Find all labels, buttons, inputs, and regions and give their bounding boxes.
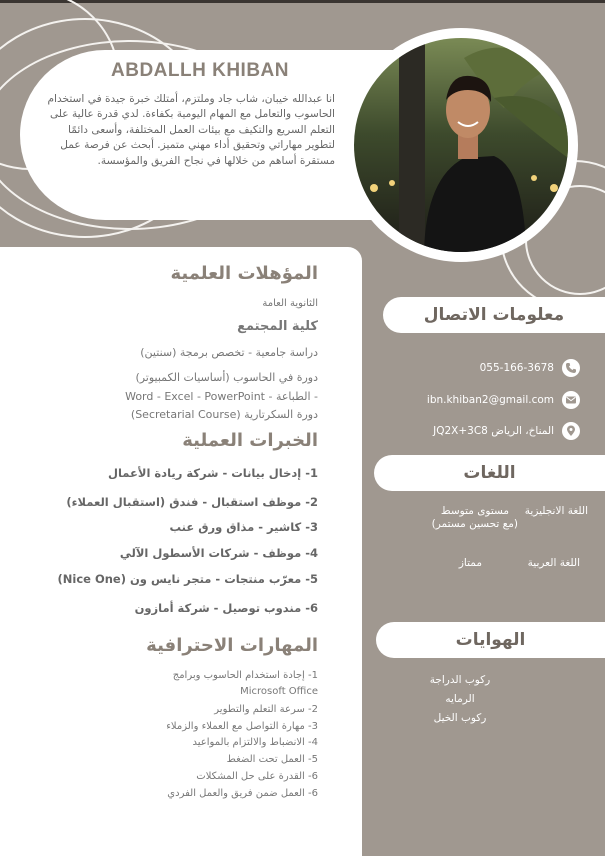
education-item: دورة السكرتارية (Secretarial Course) — [130, 408, 318, 421]
hobbies-title: الهوايات — [376, 622, 605, 658]
language-level: ممتاز — [458, 557, 482, 569]
experience-item: 2- موظف استقبال - فندق (استقبال العملاء) — [66, 495, 318, 509]
top-bar — [0, 0, 605, 3]
education-item: - الطباعة - Word - Excel - PowerPoint — [125, 390, 318, 403]
language-name: اللغة العربية — [527, 557, 580, 569]
skill-item: 3- مهارة التواصل مع العملاء والزملاء — [166, 721, 318, 732]
experience-item: 5- معرّب منتجات - متجر نايس ون (Nice One) — [57, 572, 318, 586]
profile-photo — [354, 38, 568, 252]
language-note: (مع تحسين مستمر) — [431, 518, 518, 530]
address-text: JQ2X+3C8 المناخ، الرياض — [433, 425, 554, 437]
skill-item: 1- إجادة استخدام الحاسوب وبرامج — [172, 670, 318, 681]
skills-title: المهارات الاحترافية — [146, 635, 318, 656]
experience-item: 4- موظف - شركات الأسطول الآلي — [119, 546, 318, 560]
languages-title: اللغات — [374, 455, 605, 491]
language-name: اللغة الانجليزية — [524, 505, 588, 517]
hobby-item: الرمايه — [445, 693, 475, 705]
language-level: مستوى متوسط — [440, 505, 509, 517]
phone-text: 055-166-3678 — [479, 362, 554, 374]
education-item: كلية المجتمع — [237, 319, 318, 334]
experience-item: 3- كاشير - مذاق ورق عنب — [169, 520, 318, 534]
contact-phone-row — [380, 359, 580, 379]
skill-item: 4- الانضباط والالتزام بالمواعيد — [192, 737, 318, 748]
contact-address-row — [380, 422, 580, 442]
skill-item: 6- القدرة على حل المشكلات — [196, 771, 318, 782]
skill-item: 6- العمل ضمن فريق والعمل الفردي — [167, 788, 318, 799]
education-item: دورة في الحاسوب (أساسيات الكمبيوتر) — [135, 371, 318, 384]
bio-text: انا عبدالله خيبان، شاب جاد وملتزم، أمتلك خبرة جيدة في استخدام الحاسوب والتعامل مع المهام اليومية بكفاءة. لدي قدرة عالية على التعلم السريع والتكيف مع بيئات العمل المختلفة، وأسعى دائمًا لتطوير مهاراتي وتحقيق أداء مهني متميز. أبحث عن فرصة عمل مستقرة أساهم من خلالها في نجاح الفريق والمؤسسة. — [47, 93, 335, 167]
experience-item: 6- مندوب توصيل - شركة أمازون — [134, 601, 318, 615]
hobby-item: ركوب الخيل — [433, 712, 487, 724]
email-text[interactable]: ibn.khiban2@gmail.com — [426, 394, 554, 406]
contact-email-row — [380, 391, 580, 411]
contact-title: معلومات الاتصال — [383, 297, 605, 333]
education-item: دراسة جامعية - تخصص برمجة (سنتين) — [140, 346, 318, 359]
location-icon — [562, 422, 580, 440]
skill-item: 2- سرعة التعلم والتطوير — [214, 704, 318, 715]
skill-item: Microsoft Office — [240, 686, 318, 697]
education-item: الثانوية العامة — [262, 298, 318, 309]
education-title: المؤهلات العلمية — [170, 263, 318, 284]
experience-item: 1- إدخال بيانات - شركة ريادة الأعمال — [108, 466, 318, 480]
person-name: ABDALLH KHIBAN — [111, 60, 289, 81]
skill-item: 5- العمل تحت الضغط — [226, 754, 318, 765]
phone-icon — [562, 359, 580, 377]
hobby-item: ركوب الدراجة — [429, 674, 491, 686]
experience-title: الخبرات العملية — [182, 430, 318, 451]
email-icon — [562, 391, 580, 409]
